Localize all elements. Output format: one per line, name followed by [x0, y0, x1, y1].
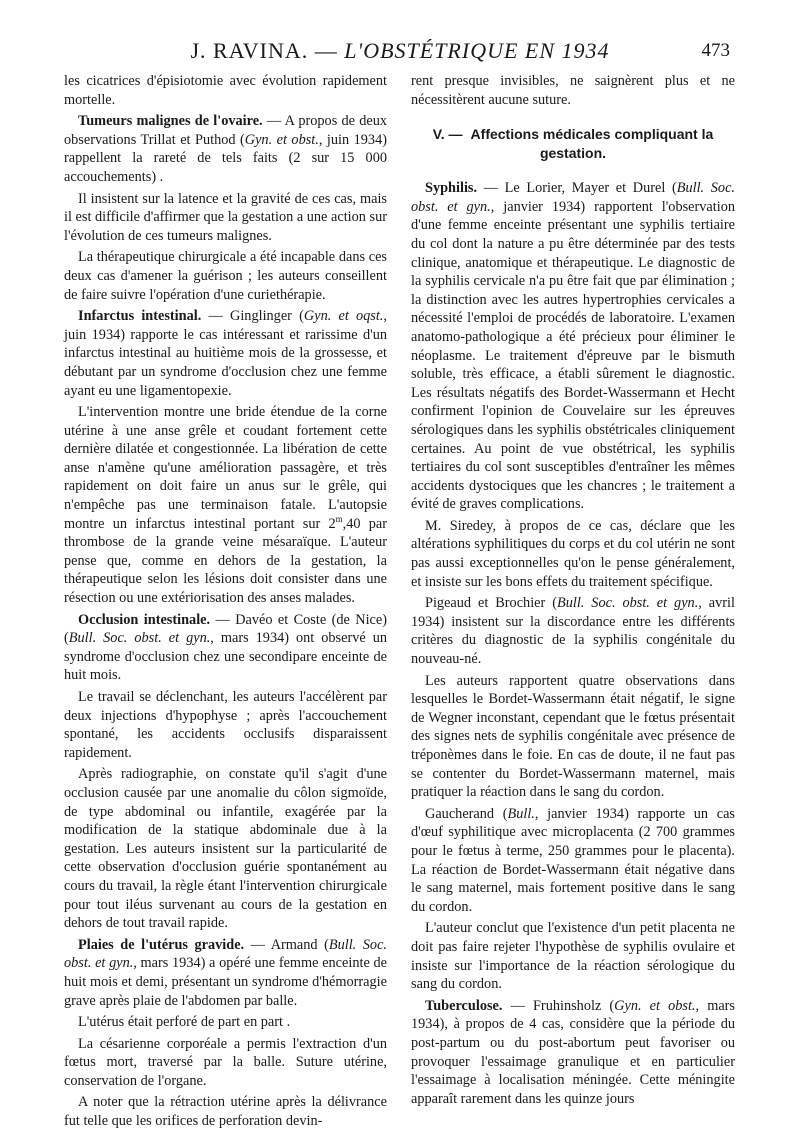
header-journal-title: L'OBSTÉTRIQUE EN 1934: [344, 38, 610, 63]
header-title: J. RAVINA. — L'OBSTÉTRIQUE EN 1934: [190, 38, 610, 63]
heading-plaies: Plaies de l'utérus gravide.: [78, 936, 245, 953]
paragraph-occlusion: Occlusion intestinale. — Davéo et Coste (de Nice) (Bull. Soc. obst. et gyn., mars 1934) ont observé un syndrome d'occlusion chez une secondipare enceinte de huit mois.: [64, 611, 387, 684]
paragraph-infarctus: Infarctus intestinal. — Ginglinger (Gyn. et oqst., juin 1934) rapporte le cas intéressant et rarissime d'un infarctus intestinal au huitième mois de la grossesse, et débutant par un syndrome d'occlusion chez une femme ayant eu une ligamentopexie.: [64, 308, 387, 399]
paragraph-siredey: M. Siredey, à propos de ce cas, déclare que les altérations syphilitiques du corps et du col utérin ne sont pas aussi exceptionnelles qu'on le pense généralement, et insiste sur les bons effets du traitement spécifique.: [411, 517, 735, 590]
paragraph-intervention: L'intervention montre une bride étendue de la corne utérine à une anse grêle et coudant fortement cette dernière dilatée et congestionnée. La libération de cette anse n'amène qu'une amélioration passagère, et très rapidement on doit faire un anus sur le grêle, qui n'empêche pas une terminaison fatale. L'autopsie montre un infarctus intestinal portant sur 2$^m$,40 par thrombose de la grande veine mésaraïque. L'auteur pense que, comme en dehors de la gestation, la thérapeutique selon les lésions doit consister dans une résection ou une extériorisation des anses malades.: [64, 404, 387, 607]
page-number: 473: [701, 40, 730, 61]
paragraph-quatre-observations: Les auteurs rapportent quatre observations dans lesquelles le Bordet-Wassermann était négatif, le signe de Wegner inconstant, cependant que le fœtus présentait des signes nets de syphilis congénitale avec présence de tréponèmes dans le foie. En cas de doute, il ne faut pas se contenter du Bordet-Wassermann maternel, mais pratiquer la réaction dans le sang du cordon.: [411, 672, 735, 801]
left-column: [64, 72, 387, 1133]
heading-tuberculose: Tuberculose.: [425, 997, 503, 1014]
paragraph-plaies: Plaies de l'utérus gravide. — Armand (Bull. Soc. obst. et gyn., mars 1934) a opéré une femme enceinte de huit mois et demi, présentant un syndrome d'hémorragie grave après plaie de l'abdomen par balle.: [64, 936, 387, 1009]
paragraph-latence: Il insistent sur la latence et la gravité de ces cas, mais il est difficile d'affirmer que la gestation a une action sur l'évolution de ces tumeurs malignes.: [64, 190, 387, 244]
paragraph-continuation: rent presque invisibles, ne saignèrent plus et ne nécessitèrent aucune suture.: [411, 73, 735, 108]
header-author: J. RAVINA.: [190, 38, 309, 63]
paragraph-tumeurs: Tumeurs malignes de l'ovaire. — A propos de deux observations Trillat et Puthod (Gyn. et obst., juin 1934) rappellent la rareté de tels faits (2 sur 15 000 accouchements) .: [64, 113, 387, 185]
paragraph-noter: A noter que la rétraction utérine après la délivrance fut telle que les orifices de perforation devin-: [64, 1094, 387, 1130]
heading-tumeurs: Tumeurs malignes de l'ovaire.: [78, 113, 263, 130]
paragraph-tuberculose: Tuberculose. — Fruhinsholz (Gyn. et obst., mars 1934), à propos de 4 cas, considère que la période du post-partum ou du post-abortum peut favoriser ou provoquer l'essaimage granulique et en particulier l'essaimage à localisation méningée. Cette méningite apparaît rarement dans les quinze jours: [411, 997, 735, 1107]
heading-infarctus: Infarctus intestinal.: [78, 308, 202, 325]
heading-syphilis: Syphilis.: [425, 180, 478, 197]
running-header: [0, 38, 800, 68]
paragraph-radiographie: Après radiographie, on constate qu'il s'agit d'une occlusion causée par une anomalie du côlon sigmoïde, de type abdominal ou infantile, exagérée par la modification de la statique abdominale due à la gestation. Les auteurs insistent sur la particularité de cette observation d'occlusion guérie spontanément au cours du travail, la règle étant l'intervention chirurgicale pour tout iléus survenant au cours de la gestation en dehors de tout travail rapide.: [64, 766, 387, 932]
paragraph-therapeutique: La thérapeutique chirurgicale a été incapable dans ces deux cas d'amener la guérison ; les auteurs conseillent de faire suivre l'opération d'une curiethérapie.: [64, 249, 387, 303]
paragraph-syphilis: Syphilis. — Le Lorier, Mayer et Durel (Bull. Soc. obst. et gyn., janvier 1934) rapportent l'observation d'une femme enceinte présentant une syphilis tertiaire du col dont la nature a pu être déterminée par des tests clinique, anatomique et thérapeutique. Le diagnostic de la syphilis cervicale n'a pu être fait que par élimination ; la distinction avec les autres hypertrophies cervicales a nécessité l'emploi de procédés de laboratoire. L'examen anatomo-pathologique a été précieux pour éliminer le néoplasme. Le traitement d'épreuve par le bismuth soluble, très efficace, a établi sûrement le diagnostic. Les résultats négatifs des Bordet-Wassermann et Hecht confirment l'opinion de Couvelaire sur les épreuves sérologiques dans les syphilis obstétricales cliniquement certaines. Au point de vue obstétrical, les syphilis tertiaires du col sont susceptibles d'entraîner les mêmes accidents dystociques que les chancres ; le traitement a évité de graves complications.: [411, 180, 736, 513]
paragraph-episiotomie: les cicatrices d'épisiotomie avec évolution rapidement mortelle.: [64, 73, 387, 108]
paragraph-gaucherand: Gaucherand (Bull., janvier 1934) rapporte un cas d'œuf syphilitique avec microplacenta (2 700 grammes pour le fœtus à terme, 250 grammes pour le placenta). La réaction de Bordet-Wassermann était négative dans le sang maternel, mais fortement positive dans le sang du cordon.: [411, 805, 735, 915]
paragraph-pigeaud: Pigeaud et Brochier (Bull. Soc. obst. et gyn., avril 1934) insistent sur la discordance entre les différents critères du diagnostic de la syphilis congénitale du nouveau-né.: [411, 595, 735, 668]
right-column: [411, 72, 735, 1110]
paragraph-perfore: L'utérus était perforé de part en part .: [78, 1014, 291, 1031]
paragraph-cesarienne: La césarienne corporéale a permis l'extraction d'un fœtus mort, traversé par la balle. Suture utérine, conservation de l'organe.: [64, 1035, 387, 1089]
paragraph-travail: Le travail se déclenchant, les auteurs l'accélèrent par deux injections d'hypophyse ; après l'accouchement spontané, les accidents occlusifs disparaissent rapidement.: [64, 689, 387, 761]
section-heading: V. — Affections médicales compliquant la gestation.: [432, 126, 714, 162]
heading-occlusion: Occlusion intestinale.: [78, 611, 211, 628]
paragraph-conclut: L'auteur conclut que l'existence d'un petit placenta ne doit pas faire rejeter l'hypothèse de syphilis ovulaire et insiste sur l'importance de la réaction sérologique du sang du cordon.: [411, 920, 735, 993]
